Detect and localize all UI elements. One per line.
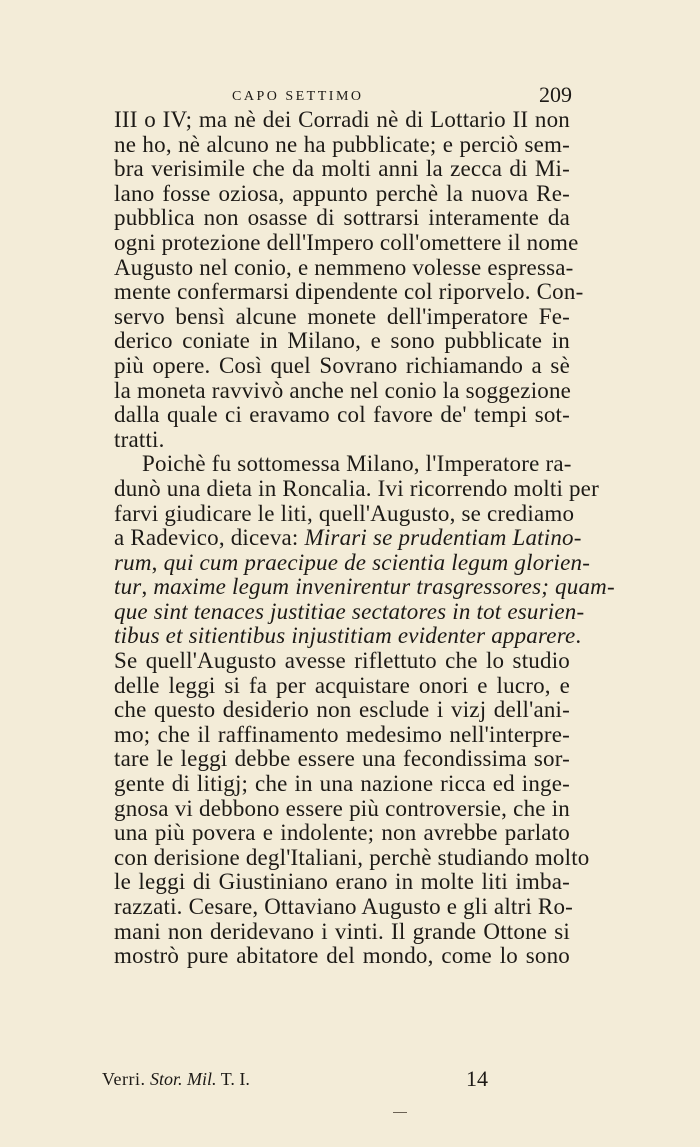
text-line bbox=[114, 870, 570, 895]
text-line bbox=[114, 305, 570, 330]
bottom-rule bbox=[393, 1112, 407, 1113]
text-line bbox=[114, 279, 584, 305]
text-line bbox=[114, 403, 570, 428]
text-segment: razzati. Cesare, Ottaviano Augusto e gli altri Ro- bbox=[114, 894, 574, 919]
signature-title: Stor. Mil. bbox=[149, 1069, 217, 1089]
text-line bbox=[114, 844, 590, 871]
text-segment: ogni protezione dell'Impero coll'omettere il nome bbox=[114, 229, 579, 255]
latin-quote-segment: qui cum praecipue de scientia legum glorien- bbox=[163, 549, 591, 575]
signature-author: Verri. bbox=[102, 1069, 146, 1089]
text-line bbox=[114, 379, 570, 404]
latin-quote-segment: tibus et sitientibus injustitiam evidenter apparere bbox=[114, 623, 576, 649]
text-line bbox=[114, 574, 615, 600]
text-line bbox=[114, 452, 570, 477]
latin-quote-segment: maxime legum invenirentur trasgressores; quam- bbox=[153, 574, 615, 600]
text-segment: tare le leggi debbe essere una fecondissima sor- bbox=[114, 746, 570, 772]
text-line bbox=[114, 108, 570, 133]
text-segment: le leggi di Giustiniano erano in molte liti imba- bbox=[114, 869, 570, 895]
signature-volume: T. I. bbox=[220, 1069, 250, 1089]
text-line bbox=[114, 525, 582, 551]
text-segment: ne ho, nè alcuno ne ha pubblicate; e perciò sem- bbox=[114, 131, 570, 157]
text-segment: mani non deridevano i vinti. Il grande Ottone si bbox=[114, 918, 570, 944]
sheet-number: 14 bbox=[466, 1066, 488, 1091]
text-line bbox=[114, 475, 599, 502]
text-line bbox=[114, 674, 570, 699]
text-segment: più opere. Così quel Sovrano richiamando a sè bbox=[114, 352, 570, 378]
page-number: 209 bbox=[539, 82, 572, 107]
text-segment: mo; che il raffinamento medesimo nell'interpre- bbox=[114, 721, 570, 747]
latin-quote-segment: tur bbox=[114, 574, 142, 600]
body-text bbox=[114, 107, 615, 969]
text-segment: gnosa vi debbono essere più controversie, che in bbox=[114, 795, 570, 821]
text-segment: dalla quale ci eravamo col favore de' tempi sot- bbox=[114, 402, 570, 428]
text-line bbox=[114, 182, 570, 207]
text-line bbox=[114, 698, 570, 723]
text-line bbox=[114, 944, 570, 969]
text-segment: Augusto nel conio, e nemmeno volesse espressa- bbox=[114, 254, 574, 280]
text-segment: Poichè fu sottomessa Milano, l'Imperatore ra- bbox=[142, 451, 572, 477]
latin-quote-segment: Mirari se prudentiam Latino- bbox=[304, 525, 582, 551]
text-line bbox=[114, 920, 570, 945]
text-segment: lano fosse oziosa, appunto perchè la nuova Re- bbox=[114, 180, 570, 206]
latin-quote-segment: rum bbox=[114, 549, 152, 575]
text-segment: con derisione degl'Italiani, perchè studiando molto bbox=[114, 844, 590, 870]
latin-quote-segment: que sint tenaces justitiae sectatores in tot esurien- bbox=[114, 598, 585, 624]
text-line bbox=[114, 649, 570, 674]
text-segment: bra verisimile che da molti anni la zecca di Mi- bbox=[114, 156, 570, 182]
text-line bbox=[114, 723, 570, 748]
text-line bbox=[114, 428, 570, 453]
text-line bbox=[114, 821, 570, 846]
text-line bbox=[114, 894, 574, 920]
text-segment: tratti. bbox=[114, 426, 165, 452]
text-segment: dunò una dieta in Roncalia. Ivi ricorrendo molti per bbox=[114, 475, 599, 501]
signature-line bbox=[102, 1066, 488, 1096]
text-segment: . bbox=[575, 623, 582, 649]
text-line bbox=[114, 133, 570, 158]
text-segment: farvi giudicare le liti, quell'Augusto, se crediamo bbox=[114, 500, 575, 526]
text-line bbox=[114, 206, 570, 231]
text-segment: , bbox=[141, 574, 154, 600]
text-segment: che questo desiderio non esclude i vizj dell'ani- bbox=[114, 697, 570, 723]
text-line bbox=[114, 329, 570, 354]
chapter-title: CAPO SETTIMO bbox=[232, 89, 364, 104]
text-line bbox=[114, 772, 570, 797]
text-line bbox=[114, 623, 582, 649]
text-line bbox=[114, 598, 585, 625]
text-line bbox=[114, 229, 579, 256]
text-segment: la moneta ravvivò anche nel conio la soggezione bbox=[114, 377, 572, 403]
text-segment: una più povera e indolente; non avrebbe parlato bbox=[114, 820, 570, 846]
text-segment: servo bensì alcune monete dell'imperatore Fe- bbox=[114, 303, 570, 329]
text-segment: Se quell'Augusto avesse riflettuto che lo studio bbox=[114, 648, 570, 674]
text-line bbox=[114, 354, 570, 379]
text-line bbox=[114, 797, 570, 822]
text-segment: gente di litigj; che in una nazione ricca ed inge- bbox=[114, 771, 570, 797]
text-line bbox=[114, 500, 575, 527]
printer-signature bbox=[102, 1066, 250, 1092]
text-segment: derico coniate in Milano, e sono pubblicate in bbox=[114, 328, 570, 354]
text-segment: pubblica non osasse di sottrarsi interamente da bbox=[114, 205, 570, 231]
text-segment: delle leggi si fa per acquistare onori e lucro, e bbox=[114, 672, 570, 698]
text-line bbox=[114, 157, 570, 182]
text-segment: a Radevico, diceva: bbox=[114, 525, 305, 551]
text-segment: , bbox=[151, 549, 164, 575]
text-line bbox=[114, 254, 574, 281]
text-segment: mostrò pure abitatore del mondo, come lo sono bbox=[114, 943, 570, 969]
text-segment: III o IV; ma nè dei Corradi nè di Lottario II non bbox=[114, 107, 570, 132]
text-segment: mente confermarsi dipendente col riporvelo. Con- bbox=[114, 279, 584, 305]
text-line bbox=[114, 549, 591, 576]
text-line bbox=[114, 747, 570, 772]
